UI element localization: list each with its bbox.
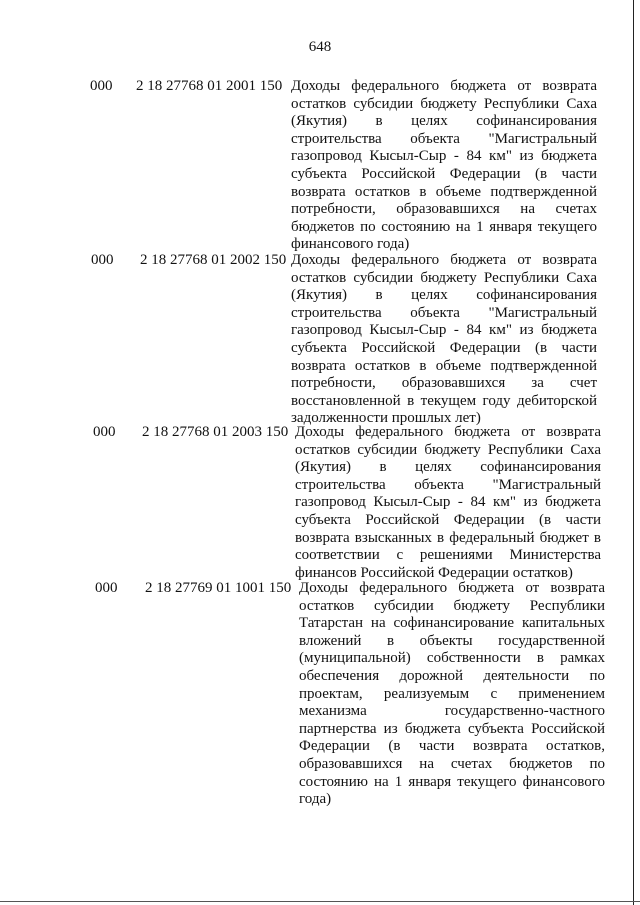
admin-code: 000 — [95, 580, 118, 596]
description-line: возврата остатков в объеме подтвержденной — [291, 357, 597, 374]
description-line: вложений в объекты государственной — [299, 632, 605, 649]
description-line: задолженности прошлых лет) — [291, 410, 481, 427]
description-line: возврата остатков в объеме подтвержденной — [291, 183, 597, 200]
description-line: строительства объекта "Магистральный — [291, 304, 597, 321]
page-right-edge — [633, 0, 634, 905]
admin-code: 000 — [93, 424, 116, 440]
description-line: газопровод Кысыл-Сыр - 84 км" из бюджета — [291, 148, 597, 165]
description-line: (Якутия) в целях софинансирования — [295, 459, 601, 476]
description-line: (муниципальной) собственности в рамках — [299, 650, 605, 667]
description-line: потребности, образовавшихся за счет — [291, 375, 597, 392]
entry-description — [295, 424, 601, 582]
description-line: газопровод Кысыл-Сыр - 84 км" из бюджета — [295, 494, 601, 511]
description-line: остатков субсидии бюджету Республики — [299, 597, 605, 614]
admin-code: 000 — [91, 252, 114, 268]
description-line: остатков субсидии бюджету Республики Саха — [295, 441, 601, 458]
description-line: механизма государственно-частного — [299, 703, 605, 720]
description-line: газопровод Кысыл-Сыр - 84 км" из бюджета — [291, 322, 597, 339]
description-line: субъекта Российской Федерации (в части — [291, 165, 597, 182]
description-line: соответствии с решениями Министерства — [295, 547, 601, 564]
description-line: состоянию на 1 января текущего финансового — [299, 773, 605, 790]
admin-code: 000 — [90, 78, 113, 94]
description-line: возврата взысканных в федеральный бюджет в — [295, 529, 601, 546]
entry-description — [291, 252, 597, 428]
description-line: обеспечения дорожной деятельности по — [299, 667, 605, 684]
description-line: субъекта Российской Федерации (в части — [291, 339, 597, 356]
page-number: 648 — [308, 39, 332, 55]
description-line: Доходы федерального бюджета от возврата — [295, 424, 601, 440]
description-line: образовавшихся на счетах бюджетов по — [299, 755, 605, 772]
description-line: строительства объекта "Магистральный — [295, 476, 601, 493]
description-line: (Якутия) в целях софинансирования — [291, 113, 597, 130]
description-line: Татарстан на софинансирование капитальных — [299, 615, 605, 632]
description-line: финансового года) — [291, 236, 410, 253]
kbk-code: 2 18 27768 01 2001 150 — [136, 78, 283, 94]
description-line: восстановленной в текущем году дебиторской — [291, 392, 597, 409]
description-line: Федерации (в части возврата остатков, — [299, 738, 605, 755]
entry-description — [299, 580, 605, 809]
description-line: Доходы федерального бюджета от возврата — [291, 252, 597, 268]
kbk-code: 2 18 27768 01 2002 150 — [140, 252, 287, 268]
kbk-code: 2 18 27768 01 2003 150 — [142, 424, 289, 440]
description-line: Доходы федерального бюджета от возврата — [291, 78, 597, 94]
description-line: Доходы федерального бюджета от возврата — [299, 580, 605, 596]
description-line: субъекта Российской Федерации (в части — [295, 511, 601, 528]
description-line: бюджетов по состоянию на 1 января текущего — [291, 218, 597, 235]
description-line: (Якутия) в целях софинансирования — [291, 287, 597, 304]
description-line: финансов Российской Федерации остатков) — [295, 564, 573, 581]
description-line: строительства объекта "Магистральный — [291, 130, 597, 147]
description-line: остатков субсидии бюджету Республики Саха — [291, 269, 597, 286]
page-bottom-edge — [0, 901, 640, 902]
description-line: года) — [299, 791, 332, 808]
description-line: остатков субсидии бюджету Республики Саха — [291, 95, 597, 112]
kbk-code: 2 18 27769 01 1001 150 — [145, 580, 292, 596]
description-line: партнерства из бюджета субъекта Российской — [299, 720, 605, 737]
description-line: потребности, образовавшихся на счетах — [291, 201, 597, 218]
entry-description — [291, 78, 597, 254]
description-line: проектам, реализуемым с применением — [299, 685, 605, 702]
